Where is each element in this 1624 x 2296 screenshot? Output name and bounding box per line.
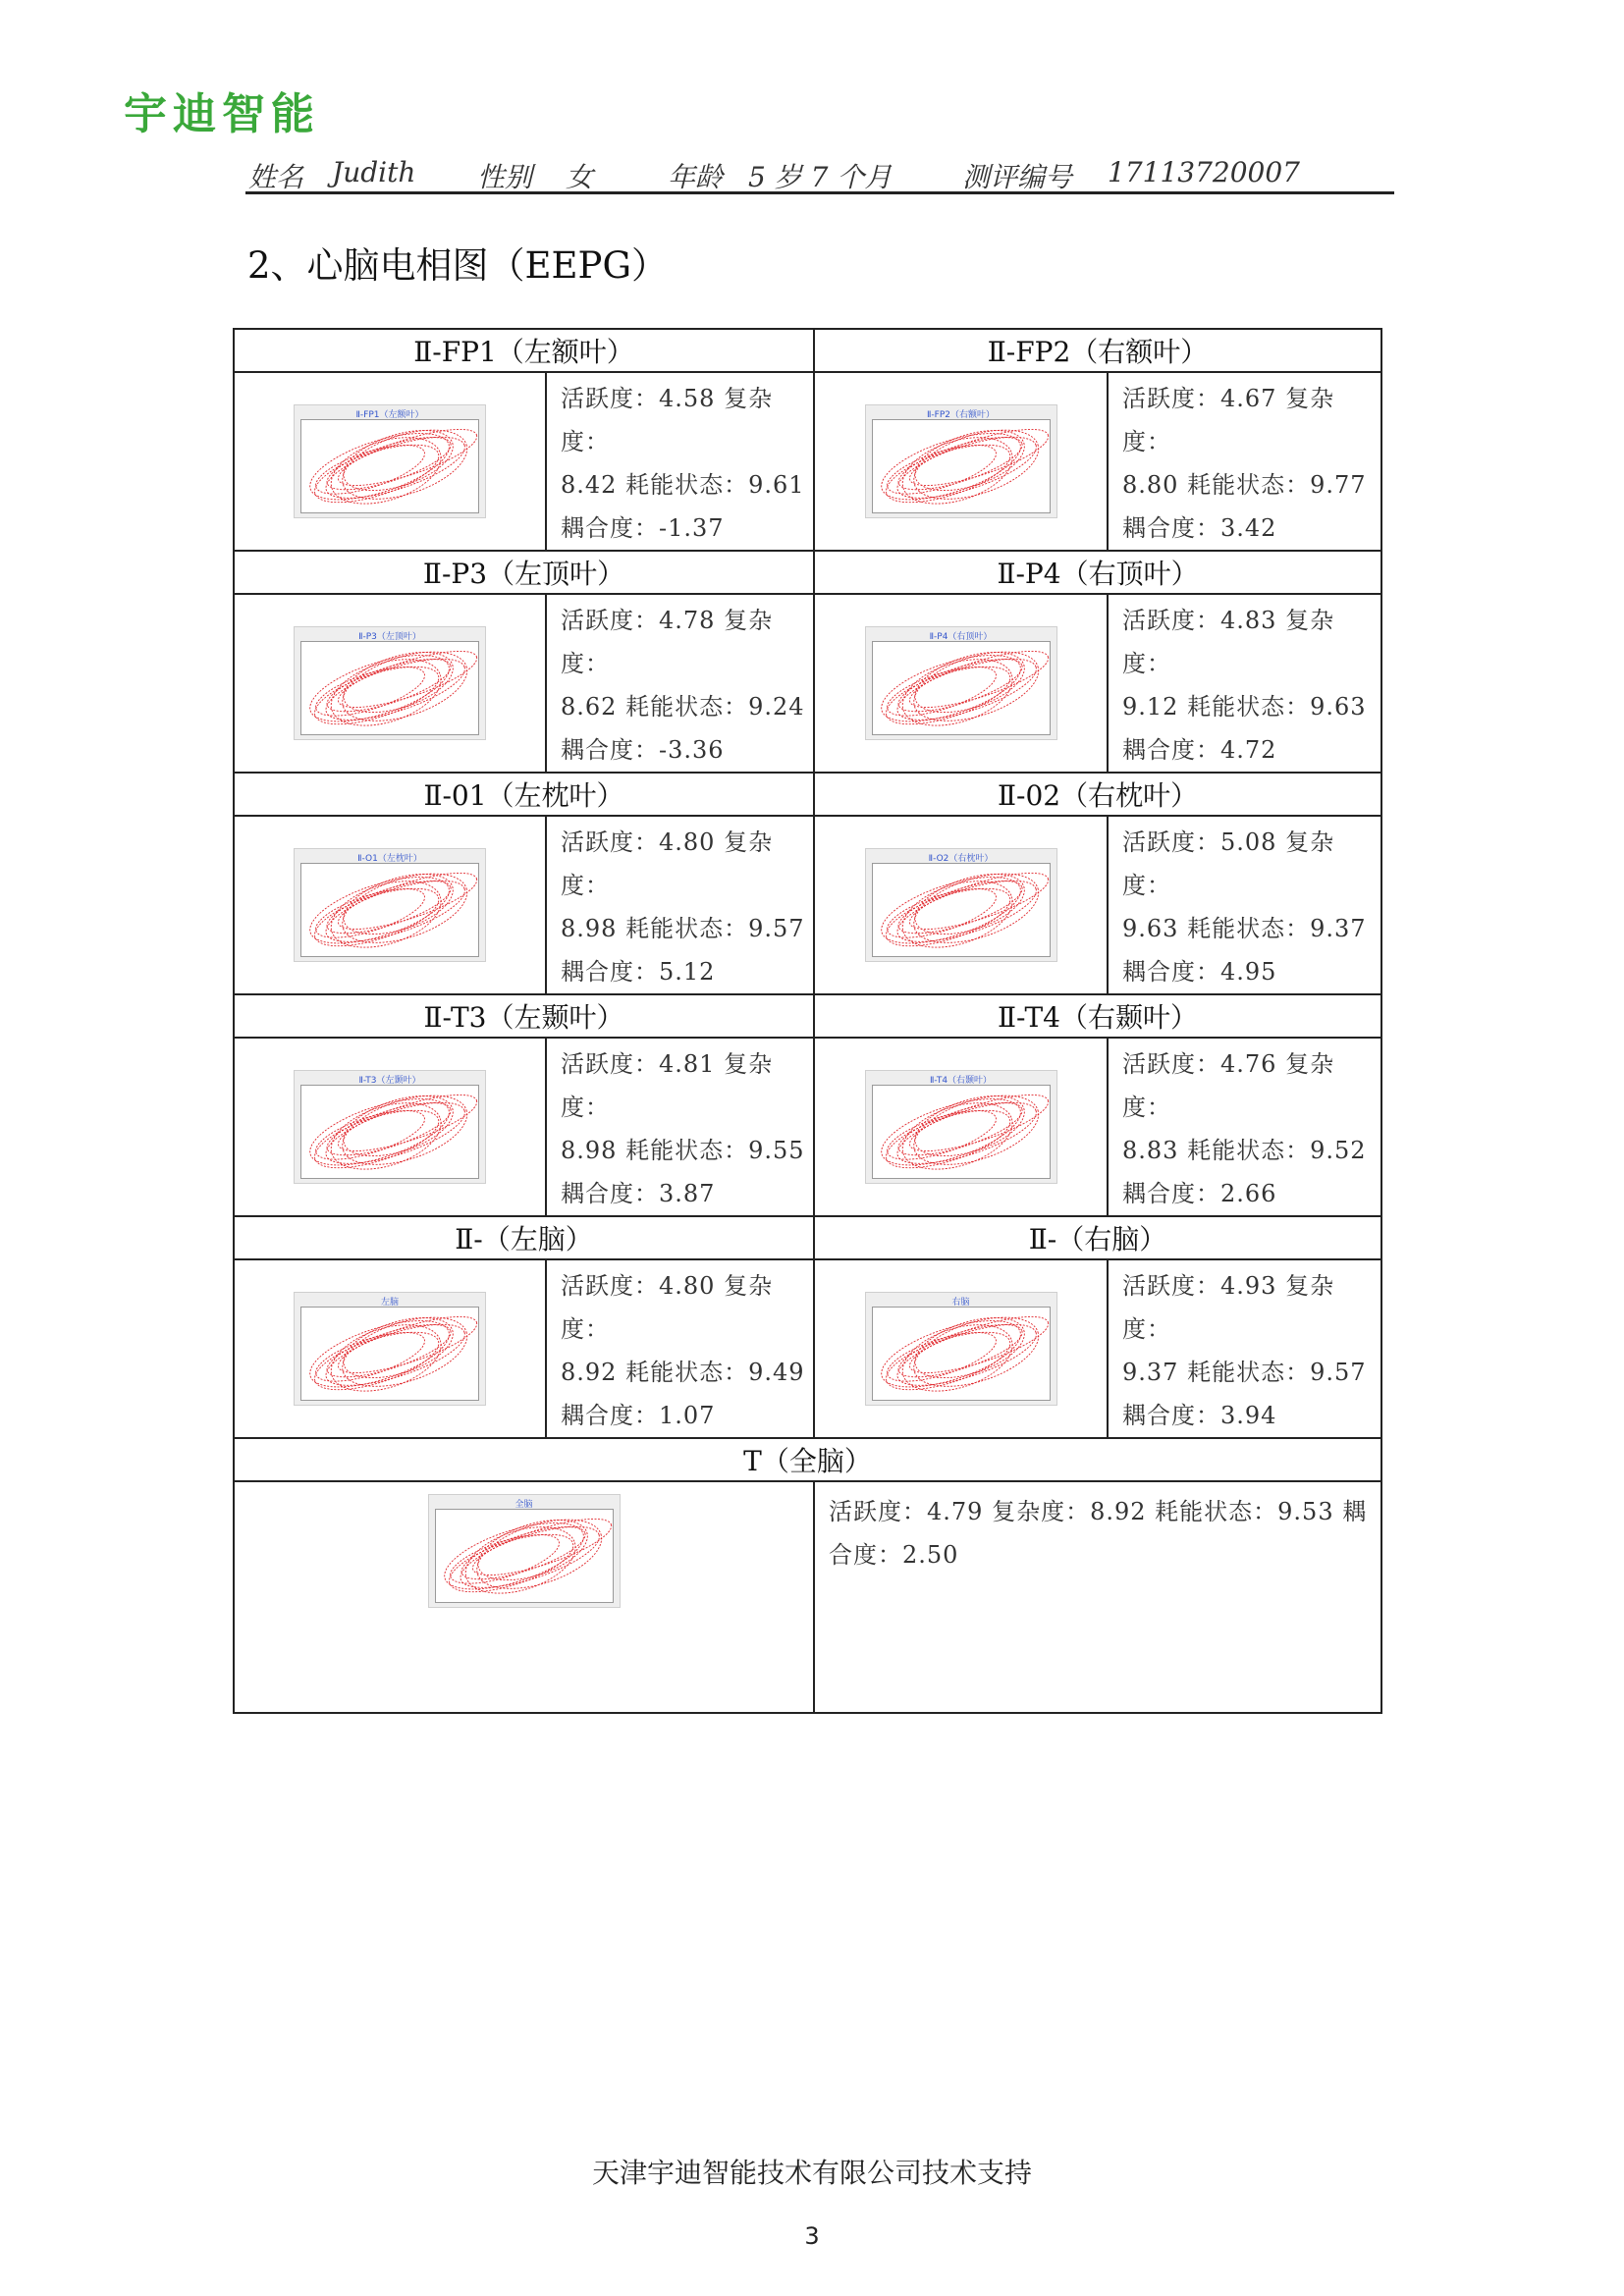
- plot-cell: [814, 816, 1108, 994]
- region-title: Ⅱ-FP2（右额叶）: [814, 329, 1381, 372]
- eepg-plot: [294, 626, 486, 740]
- metrics-cell: [1108, 816, 1381, 994]
- plot-cell: [814, 594, 1108, 773]
- metric-line: 耦合度：4.95: [1122, 958, 1277, 986]
- footer-text: 天津宇迪智能技术有限公司技术支持: [591, 2157, 1032, 2189]
- plot-caption: 全脑: [514, 1500, 533, 1510]
- total-title: T（全脑）: [234, 1438, 1381, 1481]
- region-title: Ⅱ-02（右枕叶）: [814, 773, 1381, 816]
- id-value: 17113720007: [1108, 156, 1300, 188]
- metric-line: 耦合度：-1.37: [561, 514, 725, 542]
- metric-line: 活跃度：4.83 复杂度：: [1122, 607, 1335, 677]
- eepg-plot: [294, 848, 486, 962]
- metric-line: 活跃度：4.80 复杂度：: [561, 1272, 774, 1343]
- metric-line: 8.98 耗能状态：9.57: [561, 915, 805, 942]
- company-logo: 宇迪智能: [124, 89, 320, 139]
- eepg-plot: [865, 404, 1057, 518]
- metrics-cell: [546, 1259, 814, 1438]
- metric-line: 8.62 耗能状态：9.24: [561, 693, 805, 721]
- eepg-plot: [294, 404, 486, 518]
- metric-line: 9.37 耗能状态：9.57: [1122, 1359, 1367, 1386]
- metrics-cell: [546, 594, 814, 773]
- metrics-cell: [1108, 372, 1381, 551]
- eepg-plot: [865, 1292, 1057, 1406]
- plot-cell: [234, 816, 546, 994]
- metric-line: 9.63 耗能状态：9.37: [1122, 915, 1367, 942]
- plot-caption: Ⅱ-FP1（左额叶）: [355, 410, 424, 420]
- metric-line: 活跃度：4.80 复杂度：: [561, 828, 774, 899]
- plot-cell: [234, 1038, 546, 1216]
- region-title: Ⅱ-P4（右顶叶）: [814, 551, 1381, 594]
- total-metrics: 活跃度：4.79 复杂度：8.92 耗能状态：9.53 耦合度：2.50: [814, 1481, 1381, 1713]
- eepg-table: [233, 328, 1382, 1714]
- eepg-plot: [865, 626, 1057, 740]
- region-title: Ⅱ-P3（左顶叶）: [234, 551, 814, 594]
- plot-cell: [814, 1259, 1108, 1438]
- name-value: Judith: [332, 156, 416, 188]
- metric-line: 8.98 耗能状态：9.55: [561, 1137, 805, 1164]
- eepg-plot: [865, 848, 1057, 962]
- metric-line: 耦合度：5.12: [561, 958, 716, 986]
- metric-line: 活跃度：4.78 复杂度：: [561, 607, 774, 677]
- plot-caption: Ⅱ-P3（左顶叶）: [358, 632, 421, 642]
- metric-line: 活跃度：4.76 复杂度：: [1122, 1050, 1335, 1121]
- metric-line: 8.42 耗能状态：9.61: [561, 471, 805, 499]
- section-title: 2、心脑电相图（EEPG）: [247, 244, 669, 287]
- metric-line: 活跃度：4.58 复杂度：: [561, 385, 774, 455]
- total-image-cell: [234, 1481, 814, 1713]
- metrics-cell: [1108, 1038, 1381, 1216]
- metrics-cell: [546, 1038, 814, 1216]
- age-value: 5 岁 7 个月: [748, 161, 893, 193]
- metric-line: 活跃度：4.81 复杂度：: [561, 1050, 774, 1121]
- name-label: 姓名: [248, 161, 304, 193]
- plot-caption: Ⅱ-FP2（右额叶）: [927, 410, 996, 420]
- region-title: Ⅱ-01（左枕叶）: [234, 773, 814, 816]
- plot-cell: [234, 1259, 546, 1438]
- metric-line: 耦合度：3.94: [1122, 1402, 1277, 1429]
- age-label: 年龄: [668, 161, 724, 193]
- metric-line: 耦合度：-3.36: [561, 736, 725, 764]
- sex-label: 性别: [477, 161, 533, 193]
- plot-cell: [234, 594, 546, 773]
- metric-line: 耦合度：3.87: [561, 1180, 716, 1207]
- metric-line: 耦合度：1.07: [561, 1402, 716, 1429]
- eepg-plot: [294, 1292, 486, 1406]
- metrics-cell: [1108, 594, 1381, 773]
- plot-cell: [234, 372, 546, 551]
- region-title: Ⅱ-（左脑）: [234, 1216, 814, 1259]
- plot-cell: [814, 372, 1108, 551]
- metrics-cell: [1108, 1259, 1381, 1438]
- metric-line: 活跃度：4.93 复杂度：: [1122, 1272, 1335, 1343]
- plot-caption: 右脑: [951, 1298, 970, 1308]
- metric-line: 耦合度：2.66: [1122, 1180, 1277, 1207]
- plot-caption: Ⅱ-O1（左枕叶）: [357, 854, 422, 864]
- plot-cell: [814, 1038, 1108, 1216]
- plot-caption: Ⅱ-P4（右顶叶）: [929, 632, 993, 642]
- eepg-plot: [865, 1070, 1057, 1184]
- metric-line: 耦合度：3.42: [1122, 514, 1277, 542]
- eepg-plot: [294, 1070, 486, 1184]
- metric-line: 活跃度：4.67 复杂度：: [1122, 385, 1335, 455]
- metrics-cell: [546, 372, 814, 551]
- plot-caption: Ⅱ-O2（右枕叶）: [928, 854, 994, 864]
- metric-line: 8.80 耗能状态：9.77: [1122, 471, 1367, 499]
- region-title: Ⅱ-FP1（左额叶）: [234, 329, 814, 372]
- region-title: Ⅱ-T4（右颞叶）: [814, 994, 1381, 1038]
- region-title: Ⅱ-（右脑）: [814, 1216, 1381, 1259]
- plot-caption: Ⅱ-T3（左颞叶）: [358, 1076, 421, 1086]
- page-number: 3: [804, 2222, 820, 2250]
- eepg-plot-total: [428, 1494, 621, 1608]
- plot-caption: Ⅱ-T4（右颞叶）: [929, 1076, 993, 1086]
- metrics-cell: [546, 816, 814, 994]
- metric-line: 9.12 耗能状态：9.63: [1122, 693, 1367, 721]
- metric-line: 8.92 耗能状态：9.49: [561, 1359, 805, 1386]
- sex-value: 女: [566, 161, 594, 193]
- id-label: 测评编号: [962, 161, 1073, 193]
- plot-caption: 左脑: [380, 1298, 399, 1308]
- region-title: Ⅱ-T3（左颞叶）: [234, 994, 814, 1038]
- metric-line: 耦合度：4.72: [1122, 736, 1277, 764]
- patient-info-bar: [245, 152, 1394, 194]
- metric-line: 8.83 耗能状态：9.52: [1122, 1137, 1367, 1164]
- metric-line: 活跃度：5.08 复杂度：: [1122, 828, 1335, 899]
